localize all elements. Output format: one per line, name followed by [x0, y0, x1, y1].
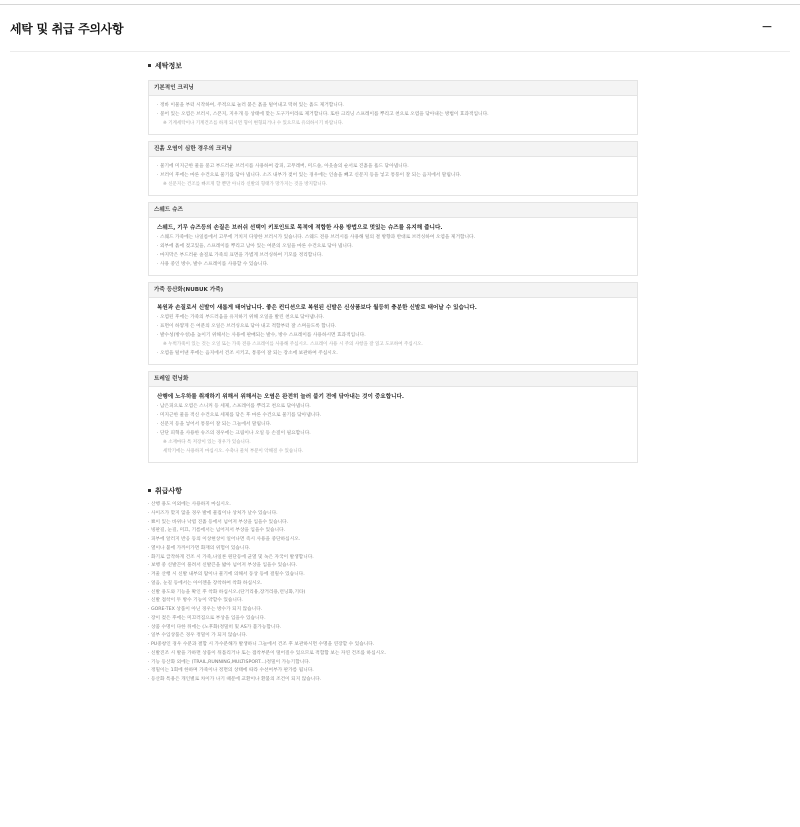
box-note: ※ 소재마다 특 저장이 있는 경우가 있습니다. — [163, 440, 251, 445]
wash-box-title: 가죽 등산화(NUBUK 가죽) — [149, 283, 637, 298]
box-note: ※ 누벅가죽이 있는 것는 오일 또는 가죽 전용 스프레이를 사용해 주십시오. 스프레이 사용 시 주의 사항을 잘 읽고 도포하여 주십시오. — [163, 342, 423, 347]
wash-section-heading — [148, 60, 638, 72]
care-item: · 피부에 알러지 반응 등의 이상현상이 일어나면 즉시 사용을 중단하십시오. — [148, 537, 301, 542]
care-item: · 산행 용도 이외에는 사용하지 마십시오. — [148, 502, 231, 507]
box-note: ※ 기계세탁이나 기계건조를 하게 되시면 형이 변형되거나 수 있으므로 유의하시기 바랍니다. — [163, 121, 344, 126]
care-heading-text: 취급사항 — [155, 487, 183, 495]
care-item: · 뾰이 있는 바위나 낙엽 진흙 등에서 넘어져 부상을 입을수 있습니다. — [148, 519, 289, 525]
care-item: · 일부 수입상품은 경우 정밀이 가 되지 않습니다. — [148, 633, 248, 639]
wash-box-title: 진흙 오염이 심한 경우의 크리닝 — [149, 142, 637, 157]
care-item: · 신발 용도와 기능을 확인 후 착화 하십시오.(단거리용,장거리용,런닝화,기타) — [148, 589, 306, 595]
care-item: · 얼음, 눈길 등에서는 아이젠을 장착하여 착화 하십시오. — [148, 580, 263, 586]
wash-box-body — [149, 298, 637, 364]
list-item: · 미지근한 물을 적신 수건으로 세제를 닦은 후 마른 수건으로 물기를 닦아냅니다. — [157, 413, 322, 418]
list-item: · 묻어 있는 오염은 브러시, 스폰지, 지우개 등 상태에 맞는 도구가이라로 제거합니다. 또한 크리닝 스프레이를 뿌리고 천으로 오염을 닦아내는 방법이 효과적입니다. — [157, 112, 489, 117]
list-item: · 오염을 털어낸 후에는 음지에서 건조 시키고, 통풍이 잘 되는 장소에 보관하여 주십시오. — [157, 351, 338, 356]
care-item: · 열이나 불에 가까이가면 화재의 위험이 있습니다. — [148, 545, 251, 551]
list-item: · 마지막은 부드러운 솔질로 가죽의 표면을 가볍게 브러싱하여 기모를 정리합니다. — [157, 253, 323, 258]
page-title: 세탁 및 취급 주의사항 — [10, 22, 124, 36]
list-item: · 발수성(방수성)을 높이기 위해서는 사용에 판매되는 발수, 방수 스프레이를 사용하시면 효과적입니다. — [157, 333, 366, 338]
box-lead-text: 복원과 손질로서 신발이 새롭게 태어납니다. 좋은 컨디션으로 복원된 신발은 신상품보다 월등히 충분한 신발로 태어날 수 있습니다. — [157, 305, 477, 311]
wash-box — [148, 80, 638, 135]
care-item: · PU중창인 경우 수분과 결합 시 가수분해가 발생하니 그늘에서 건조 후 보관하시면 수명을 연장할 수 있습니다. — [148, 642, 375, 647]
wash-info-boxes — [148, 80, 638, 463]
wash-box-body — [149, 96, 637, 134]
care-item: · 기능 등산화 외에는 (TRAIL,RUNNING,MULTISPORT...)정밀이 가능기합니다. — [148, 659, 311, 665]
wash-heading-text: 세탁정보 — [155, 62, 183, 70]
wash-box — [148, 371, 638, 463]
list-item: · 오염된 후에는 가죽의 부드러움을 유지하기 위해 오일을 발린 천으로 닦아냅니다. — [157, 315, 325, 320]
wash-box-body — [149, 157, 637, 195]
box-lead-text: 산행에 노우하를 취재하기 위해서 위해서는 오염은 완전히 늘러 붙기 전에 닦아내는 것이 중요합니다. — [157, 394, 405, 400]
care-item: · 겨울 산행 시 신발 내부의 땀이나 물기에 의해서 동상 등에 걸릴수 있습니다. — [148, 572, 305, 577]
care-list — [148, 501, 638, 685]
list-item: · 정바 이물을 부터 시작하여, 주적으로 눌러 붙은 흙을 털어내고 떡혀 있는 흙도 제거합니다. — [157, 103, 344, 108]
box-note: ※ 신문지는 건조를 빠르게 할 뿐만 아니라 신발의 형태가 망가지는 것을 방지합니다. — [163, 182, 328, 187]
care-section — [148, 485, 638, 685]
wash-box-body — [149, 218, 637, 275]
wash-box-title: 트레일 런닝화 — [149, 372, 637, 387]
care-item: · 상품 수명이 다한 뒤에는 (노후화)정밀히 및 AS가 불가능합니다. — [148, 624, 282, 630]
care-item: · 신발 접착이 두 방수 기능이 약할수 있습니다. — [148, 598, 243, 604]
content — [148, 60, 638, 685]
wash-box-title: 기본적인 크리닝 — [149, 81, 637, 96]
wash-box-title: 스웨드 슈즈 — [149, 203, 637, 218]
list-item: · 신문지 등을 넣어서 통풍이 잘 되는 그늘에서 말립니다. — [157, 422, 272, 427]
square-bullet-icon — [148, 489, 151, 492]
care-item: · 신발진조 시 발을 가하면 상품이 뒤틀리거나 또는 접착부분이 떨어질수 있으므로 적합함 보는 자연 건조를 하십시오. — [148, 650, 387, 656]
list-item: · 단단 피혁을 사용한 슈즈의 경우에는 크림이나 오일 등 손질이 필요합니다. — [157, 431, 311, 436]
square-bullet-icon — [148, 64, 151, 67]
care-section-heading — [148, 485, 638, 497]
wash-box — [148, 141, 638, 196]
care-item: · 사이즈가 맞지 않을 경우 발에 물집이나 상처가 날수 있습니다. — [148, 510, 278, 516]
care-item: · 화기로 급작하게 건조 시 가죽,나일론 원단등에 균열 및 녹은 자국이 발생합니다. — [148, 554, 314, 560]
wash-box — [148, 202, 638, 276]
list-item: · 사용 중인 방수, 발수 스프레이를 사용할 수 있습니다. — [157, 262, 269, 267]
box-lead-text: 스웨드, 기무 슈즈등의 손질은 브러쉬 선택이 키포인트로 목적에 적합한 사용 방법으로 멋있는 슈즈를 유지해 줍니다. — [157, 225, 443, 231]
care-item: · 빙판길, 눈길, 미끄, 기름에서는 넘어져서 부상을 입을수 있습니다. — [148, 528, 286, 534]
care-item: · 장이 젖은 후에는 미끄러짐으로 부상을 입을수 있습니다. — [148, 615, 266, 621]
box-note: 세탁기에는 사용하지 마십시오. 수축나 물처 부분이 악해질 수 있습니다. — [163, 449, 304, 454]
wash-box — [148, 282, 638, 365]
list-item: · 브러이 후에는 마른 수건으로 물기를 닦아 냅니다. 소즈 내부가 젖어 있는 경우에는 인솔을 빼고 신문지 등을 넣고 통풍이 잘 되는 음지에서 말립니다. — [157, 173, 462, 178]
care-item: · 보행 중 신발끈이 풀려서 신발끈을 밟아 넘어져 부상을 입을수 있습니다. — [148, 563, 298, 569]
list-item: · 표면이 하얗게 든 여분의 오일은 브러싱으로 닦아 내고 적합부터 잘 스며들도록 합니다. — [157, 324, 337, 329]
care-item: · 정밀이는 1회에 한하며 가죽이나 정면의 상태에 따라 수선여부가 판가름 됩니다. — [148, 668, 314, 674]
page-header — [10, 8, 790, 52]
list-item: · 남은피으로 오염은 스니커 등 세제, 스프레이를 뿌리고 천으로 닦아냅니다. — [157, 404, 311, 409]
collapse-button[interactable]: − — [761, 19, 773, 35]
care-item: · GORE-TEX 상품이 아닌 경우는 방수가 되지 않습니다. — [148, 607, 263, 612]
list-item: · 물기에 미지근한 물을 묻고 부드러운 브러시를 사용하여 갑피, 고무레버, 미드솔, 아웃솔의 순서로 진흙을 흘드 닦아냅니다. — [157, 164, 409, 169]
top-divider — [0, 4, 800, 5]
wash-box-body — [149, 387, 637, 462]
list-item: · 외부에 흙에 젖고있을, 스프레이를 뿌리고 남아 있는 여분의 오일을 마른 수건으로 닦아 냅니다. — [157, 244, 353, 249]
care-item: · 등산화 특용은 개인별로 차이가 나기 때문에 교환이나 환불의 조건이 되지 않습니다. — [148, 677, 322, 682]
list-item: · 스웨드 가죽에는 나일롬에서 고무에 거치지 다양한 브러시가 있습니다. 스웨드 전용 브러시를 사용해 털의 결 방향과 반대로 브러싱하여 오염을 제거합니다. — [157, 235, 476, 240]
